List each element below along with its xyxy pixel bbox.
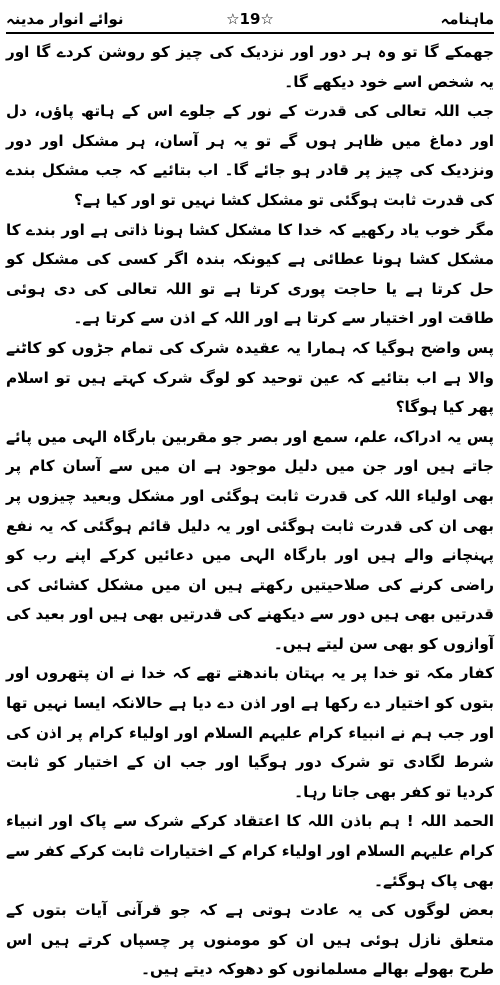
paragraph: الحمد اللہ ! ہم باذن اللہ کا اعتقاد کرکے شرک سے پاک اور انبیاء کرام علیہم السلام اور اولیاء کرام کے اختیارات ثابت کرکے کفر سے بھی پاک ہوگئے۔ [6, 812, 494, 890]
paragraph: جھمکے گا تو وہ ہر دور اور نزدیک کی چیز کو روشن کردے گا اور یہ شخص اسے خود دیکھے گا۔ [6, 43, 494, 91]
publication-type: ماہنامہ [440, 10, 494, 28]
paragraph: پس یہ ادراک، علم، سمع اور بصر جو مقربین بارگاہ الہی میں پائے جاتے ہیں اور جن میں دلیل موجود ہے ان میں سے آسان کام پر بھی اولیاء اللہ کی قدرت ثابت ہوگئی اور مشکل وبعید چیزوں پر بھی ان کی قدرت ثابت ہوگئی اور یہ دلیل قائم ہوگئی کہ یہ نفع پہنچانے والے ہیں اور بارگاہ الہی میں دعائیں کرکے اپنے رب کو راضی کرنے کی صلاحیتیں رکھتے ہیں ان میں مشکل کشائی کی قدرتیں بھی ہیں دور سے دیکھنے کی قدرتیں بھی ہیں اور بعید کی آوازوں کو بھی سن لیتے ہیں۔ [6, 427, 494, 653]
paragraph: بعض لوگوں کی یہ عادت ہوتی ہے کہ جو قرآنی آیات بتوں کے متعلق نازل ہوئی ہیں ان کو مومنوں پر چسپاں کرتے ہیں اس طرح بھولے بھالے مسلمانوں کو دھوکہ دیتے ہیں۔ [6, 901, 494, 979]
paragraph: کفار مکہ تو خدا پر یہ بہتان باندھتے تھے کہ خدا نے ان پتھروں اور بتوں کو اختیار دے رکھا ہے اور اذن دے دیا ہے حالانکہ ایسا نہیں تھا اور جب ہم نے انبیاء کرام علیہم السلام اور اولیاء کرام پر اذن کی شرط لگادی تو شرک دور ہوگیا اور جب ان کے اختیار کو ثابت کردیا تو کفر بھی جاتا رہا۔ [6, 664, 494, 801]
page-number: ☆19☆ [226, 10, 274, 28]
article-body [6, 38, 494, 985]
header-divider [6, 32, 494, 34]
magazine-name: نوائے انوار مدینہ [6, 10, 124, 28]
paragraph: جب اللہ تعالی کی قدرت کے نور کے جلوے اس کے ہاتھ پاؤں، دل اور دماغ میں ظاہر ہوں گے تو یہ ہر آسان، ہر مشکل اور دور ونزدیک کی چیز پر قادر ہو جائے گا۔ اب بتائیے کہ جب مشکل بندے کی قدرت ثابت ہوگئی تو مشکل کشا نہیں تو اور کیا ہے؟ [6, 102, 494, 209]
paragraph: مگر خوب یاد رکھیے کہ خدا کا مشکل کشا ہونا ذاتی ہے اور بندے کا مشکل کشا ہونا عطائی ہے کیونکہ بندہ اگر کسی کی مشکل کو حل کرتا ہے یا حاجت پوری کرتا ہے تو اللہ تعالی کی دی ہوئی طاقت اور اختیار سے کرتا ہے اور اللہ کے اذن سے کرتا ہے۔ [6, 220, 494, 328]
page-header [6, 6, 494, 32]
paragraph: پس واضح ہوگیا کہ ہمارا یہ عقیدہ شرک کی تمام جڑوں کو کاٹنے والا ہے اب بتائیے کہ عین توحید کو لوگ شرک کہتے ہیں تو اسلام پھر کیا ہوگا؟ [6, 338, 494, 417]
